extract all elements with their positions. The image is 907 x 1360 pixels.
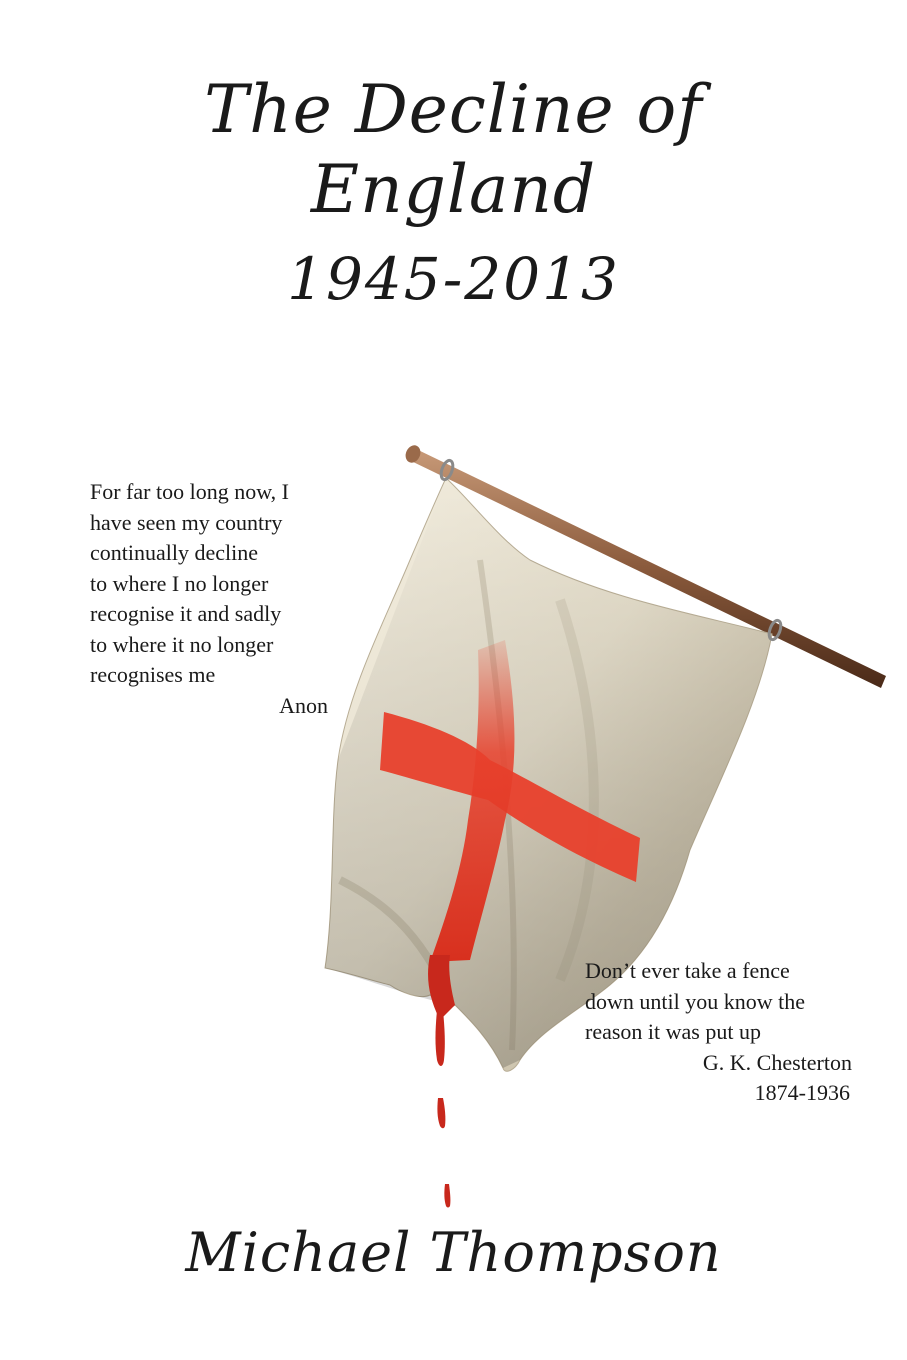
title-line-2: England <box>310 151 597 228</box>
quote-chesterton-line: Don’t ever take a fence <box>585 958 790 983</box>
quote-chesterton <box>585 956 855 1109</box>
quote-anon-line: continually decline <box>90 540 258 565</box>
author-name: Michael Thompson <box>185 1221 722 1284</box>
title-years: 1945-2013 <box>287 245 620 313</box>
quote-chesterton-attribution: G. K. Chesterton <box>702 1049 852 1075</box>
quote-chesterton-line: reason it was put up <box>585 1019 761 1044</box>
quote-anon-line: to where it no longer <box>90 631 274 657</box>
quote-chesterton-dates: 1874-1936 <box>754 1080 850 1105</box>
quote-anon-line: have seen my country <box>90 509 283 535</box>
quote-anon-attribution: Anon <box>279 692 328 718</box>
blood-drips <box>435 1000 450 1208</box>
quote-anon-line: For far too long now, I <box>90 479 289 504</box>
quote-anon-line: recognise it and sadly <box>90 601 282 626</box>
title-line-1: The Decline of <box>204 71 703 148</box>
quote-chesterton-line: down until you know the <box>585 988 805 1014</box>
quote-anon <box>90 477 350 721</box>
quote-anon-line: recognises me <box>90 662 216 687</box>
quote-anon-line: to where I no longer <box>90 570 269 596</box>
